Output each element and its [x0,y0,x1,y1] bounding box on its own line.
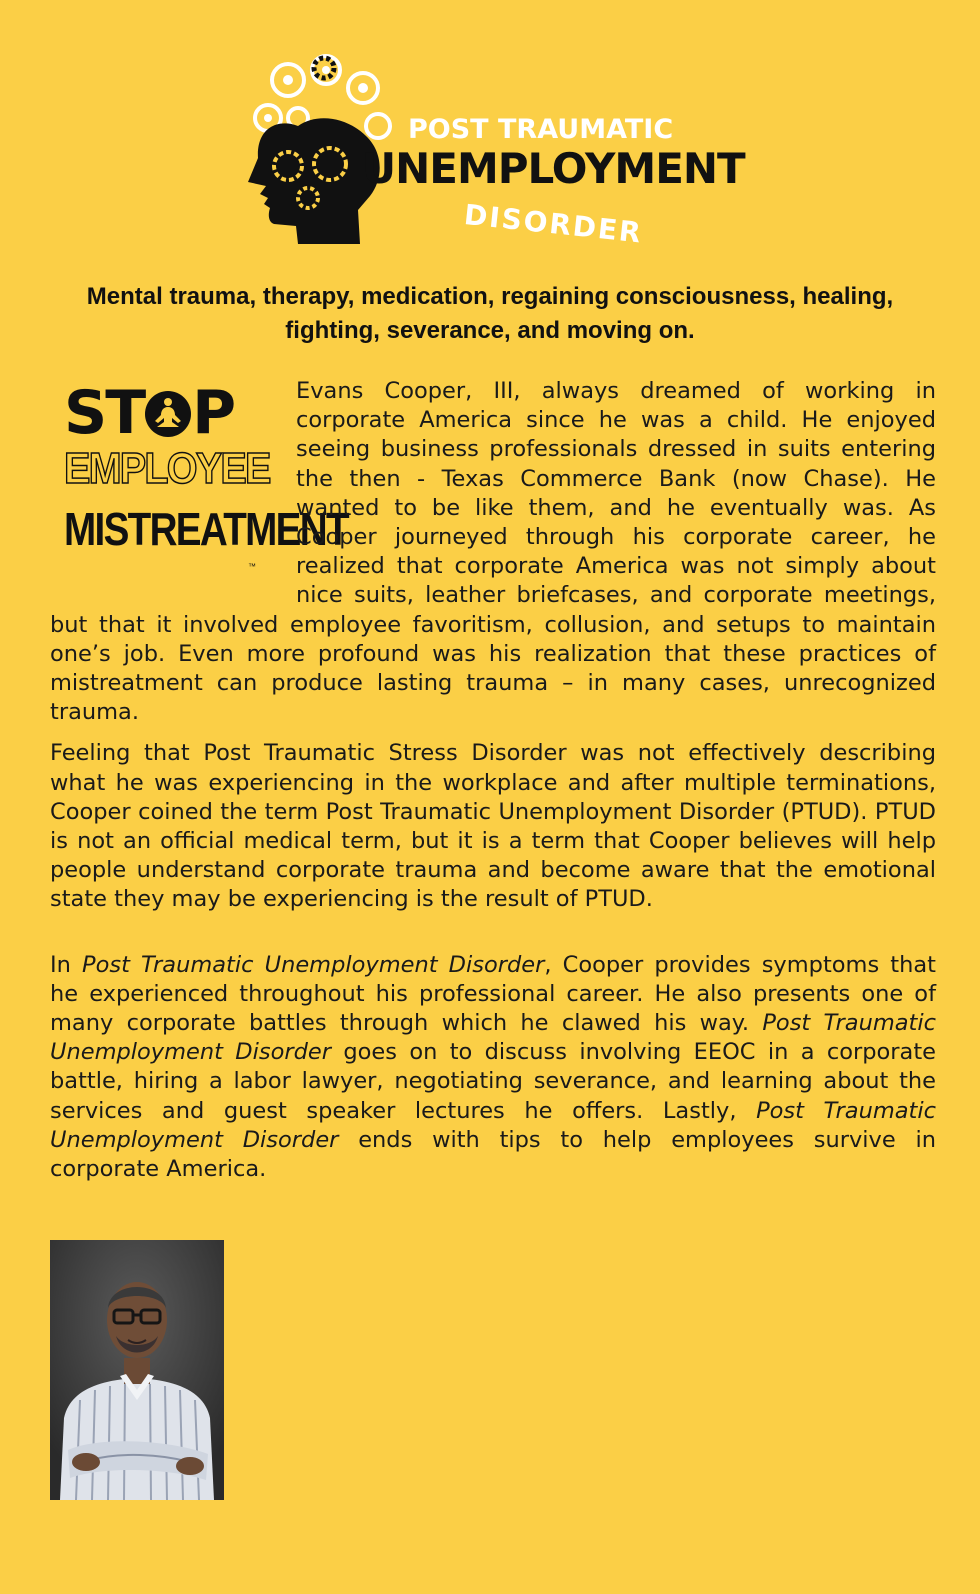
p2-term: Post Traumatic Unemployment Disorder [325,798,775,825]
p2-text-a: Feeling that Post Traumatic Stress Disorder was not effectively describing what he was experiencing in the workplace and after multiple terminations, Cooper coined the term [50,740,936,825]
p3-title-2: Post Traumatic Unemployment Disorder [50,1010,936,1066]
p3-text-e: goes on to discuss involving EEOC in a corporate battle, hiring a labor lawyer, negotiating severance, and learning about the services and guest speaker lectures he offers. Lastly, [50,1039,936,1124]
p3-text-a: In [50,951,83,978]
paragraph-intro: Evans Cooper, III, always dreamed of working in corporate America since he was a child. He enjoyed seeing business professionals dressed in suits entering the then - Texas Commerce Bank (now Chase). He wanted to be like them, and he eventually was. As Cooper journeyed through his corporate career, he realized that corporate America was not simply about nice suits, leather briefcases, and corporate meetings, but that it involved employee favoritism, collusion, and setups to maintain one’s job. Even more profound was his realization that these practices of mistreatment can produce lasting trauma – in many cases, unrecognized trauma. [50,378,936,726]
logo-line-disorder: DISORDER [462,198,645,250]
author-photo [50,1240,224,1500]
p3-title-1: Post Traumatic Unemployment Disorder [82,951,545,978]
logo-line-post-traumatic: POST TRAUMATIC [408,114,674,145]
book-logo [238,48,758,258]
logo-line-unemployment: UNEMPLOYMENT [362,144,745,193]
paragraph-ptud-term [50,739,936,914]
stop-word-part-1: ST [64,378,145,448]
stop-word-part-2: P [192,378,235,448]
description-body [50,377,936,1196]
p2-text-c: (PTUD). PTUD is not an official medical term, but it is a term that Cooper believes will help people understand corporate trauma and become aware that the emotional state they may be experiencing is the result of PTUD. [50,798,936,913]
tagline: Mental trauma, therapy, medication, regaining consciousness, healing, fighting, severance, and moving on. [86,283,894,344]
trademark-symbol: ™ [248,562,256,571]
logo-float-spacer [50,377,296,583]
paragraph-book-summary [50,951,936,1185]
author-portrait-image [50,1240,224,1500]
p3-title-3: Post Traumatic Unemployment Disorder [50,1097,936,1153]
employee-word: EMPLOYEE [64,444,270,493]
p3-text-g: ends with tips to help employees survive in corporate America. [50,1126,936,1183]
mistreatment-word: MISTREATMENT [64,503,348,555]
p3-text-c: , Cooper provides symptoms that he experienced throughout his professional career. He also presents one of many corporate battles through which he clawed his way. [50,951,936,1037]
paragraph-gap [50,927,936,951]
